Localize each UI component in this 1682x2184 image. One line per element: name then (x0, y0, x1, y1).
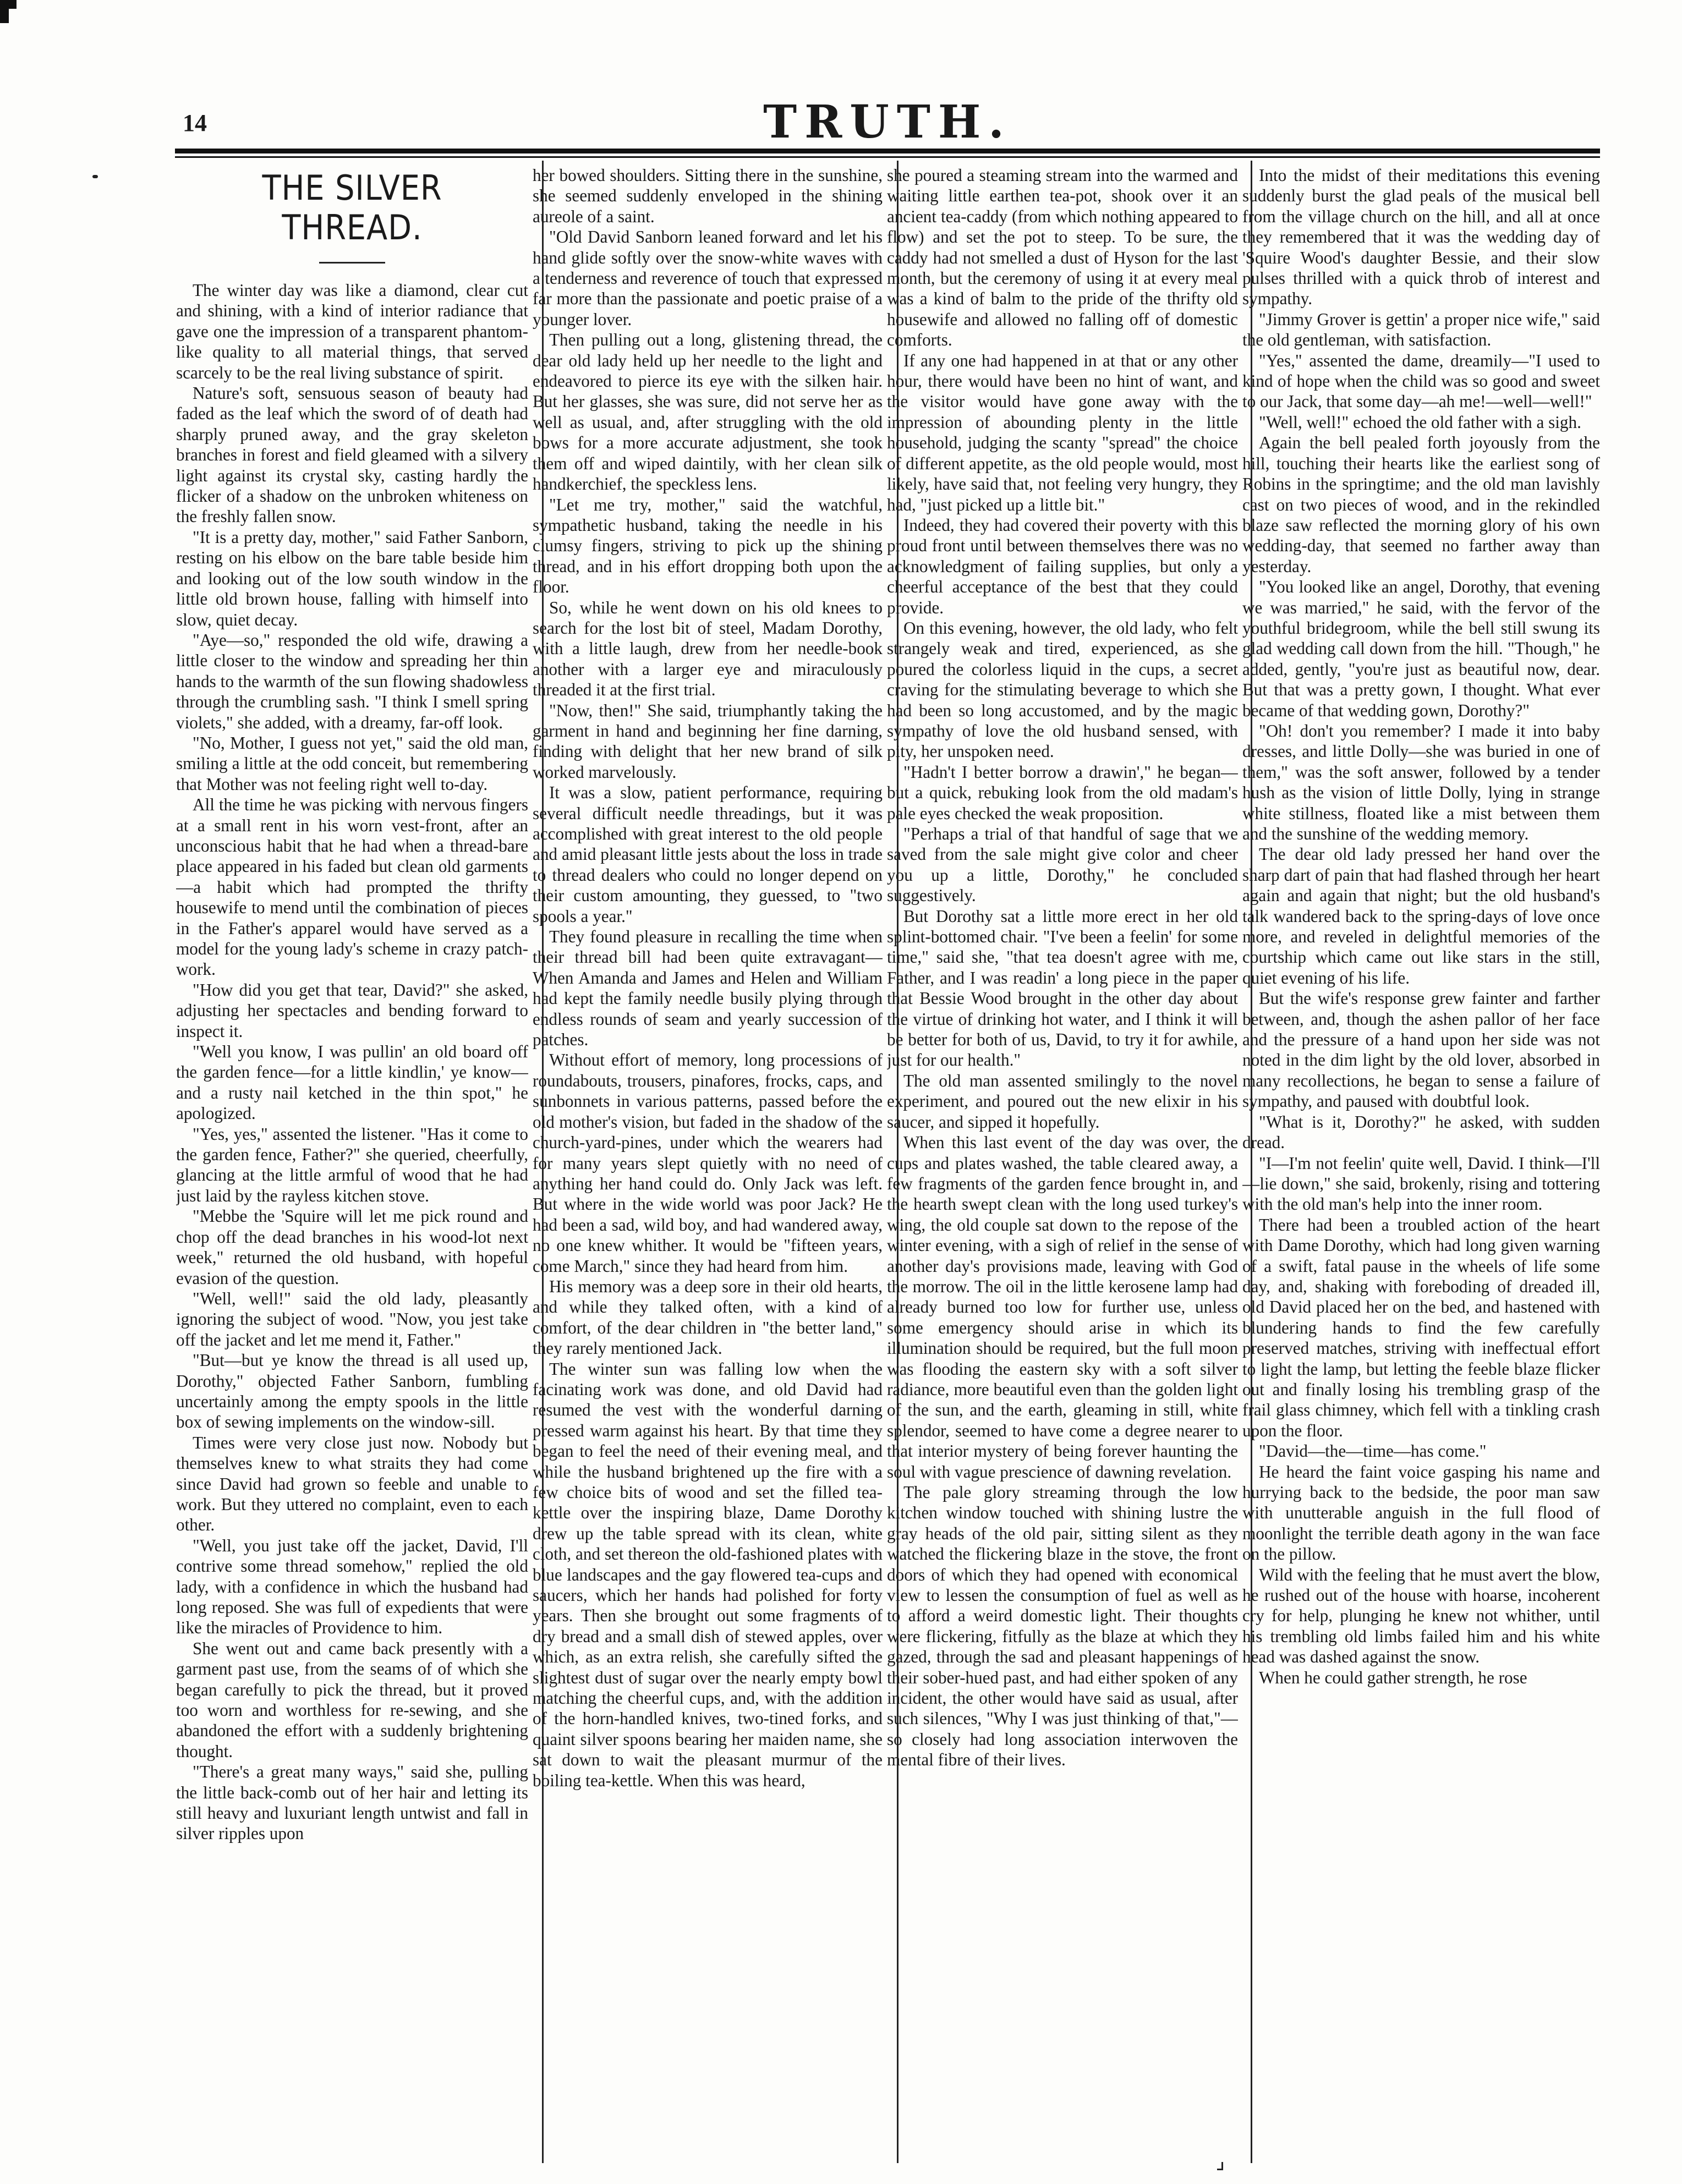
article-paragraph: "Old David Sanborn leaned forward and let his hand glide softly over the snow-white waves with a tenderness and reverence of touch that expressed far more than the passionate and poetic praise of a younger lover. (533, 227, 883, 329)
article-paragraph: His memory was a deep sore in their old hearts, and while they talked often, with a kind of comfort, of the dear children in "the better land," they rarely mentioned Jack. (533, 1276, 883, 1358)
article-paragraph: "You looked like an angel, Dorothy, that evening we was married," he said, with the fervor of the youthful bridegroom, while the bell still swung its glad wedding call down from the hill. "Though," he added, gently, "you're just as beautiful now, dear. But that was a pretty gown, I thought. What ever became of that wedding gown, Dorothy?" (1242, 577, 1600, 720)
article-paragraph: "It is a pretty day, mother," said Father Sanborn, resting on his elbow on the bare table beside him and looking out of the low south window in the little old brown house, falling with himself into slow, quiet decay. (176, 527, 528, 629)
article-paragraph: "Mebbe the 'Squire will let me pick round and chop off the dead branches in his wood-lot next week," returned the old husband, with hopeful evasion of the question. (176, 1206, 528, 1288)
article-paragraph: "But—but ye know the thread is all used up, Dorothy," objected Father Sanborn, fumbling uncertainly among the empty spools in the little box of sewing implements on the window-sill. (176, 1351, 528, 1432)
header-rule-thin (175, 156, 1600, 158)
masthead-title: TRUTH. (763, 96, 1012, 149)
page-number: 14 (183, 109, 207, 136)
article-paragraph: her bowed shoulders. Sitting there in the sunshine, she seemed suddenly enveloped in the shining aureole of a saint. (533, 166, 883, 226)
article-paragraph: "David—the—time—has come." (1259, 1441, 1487, 1461)
margin-ink-mark (92, 175, 98, 178)
article-column-3 (887, 165, 1238, 2156)
article-paragraph: The dear old lady pressed her hand over the sharp dart of pain that had flashed through her heart again and again that night; but the old husband's talk wandered back to the spring-days of love once more, and reveled in delightful memories of the courtship which came out like stars in the still, quiet evening of his life. (1242, 844, 1600, 987)
article-paragraph: "Aye—so," responded the old wife, drawing a little closer to the window and spreading her thin hands to the warmth of the sun flowing shadowless through the crumbling sash. "I think I smell spring violets," she added, with a dreamy, far-off look. (176, 630, 528, 732)
page-header (175, 96, 1600, 149)
article-paragraph: The winter sun was falling low when the facinating work was done, and old David had resumed the vest with the wonderful darning pressed warm against his heart. By that time they began to feel the need of their evening meal, and while the husband brightened up the fire with a few choice bits of wood and set the filled tea-kettle over the inspiring blaze, Dame Dorothy drew up the table spread with its clean, white cloth, and set thereon the old-fashioned plates with blue landscapes and the gay flowered tea-cups and saucers, which her hands had polished for forty years. Then she brought out some fragments of dry bread and a small dish of stewed apples, over which, as an extra relish, she carefully sifted the slightest dust of sugar over the nearly empty bowl matching the cheerful cups, and, with the addition of the horn-handled knives, two-tined forks, and quaint silver spoons bearing her maiden name, she sat down to wait the pleasant murmur of the boiling tea-kettle. When this was heard, (533, 1359, 883, 1790)
article-paragraph: But the wife's response grew fainter and farther between, and, though the ashen pallor of her face and the pressure of a hand upon her side was not noted in the dim light by the old lover, absorbed in many recollections, he began to sense a failure of sympathy, and paused with doubtful look. (1242, 989, 1600, 1111)
article-paragraph: "No, Mother, I guess not yet," said the old man, smiling a little at the odd conceit, but remembering that Mother was not feeling right well to-day. (176, 733, 528, 794)
article-paragraph: she poured a steaming stream into the warmed and waiting little earthen tea-pot, shook over it an ancient tea-caddy (from which nothing appeared to flow) and set the pot to steep. To be sure, the caddy had not smelled a dust of Hyson for the last month, but the ceremony of using it at every meal was a kind of balm to the pride of the thrifty old housewife and allowed no falling off of domestic comforts. (887, 166, 1238, 350)
article-paragraph: When he could gather strength, he rose (1259, 1667, 1527, 1687)
article-paragraph: He heard the faint voice gasping his name and hurrying back to the bedside, the poor man saw with unutterable anguish in the full flood of moonlight the terrible death agony in the wan face on the pillow. (1242, 1462, 1600, 1564)
story-title: THE SILVER THREAD. (262, 168, 442, 248)
article-paragraph: Indeed, they had covered their poverty with this proud front until between themselves there was no acknowledgment of failing supplies, but only a cheerful acceptance of the best that they could provide. (887, 515, 1238, 617)
article-paragraph: "Yes, yes," assented the listener. "Has it come to the garden fence, Father?" she queried, cheerfully, glancing at the little armful of wood that he had just laid by the rayless kitchen stove. (176, 1124, 528, 1205)
article-paragraph: They found pleasure in recalling the time when their thread bill had been quite extravagant—When Amanda and James and Helen and William had kept the family needle busily plying through endless rounds of seam and yearly succession of patches. (533, 927, 883, 1050)
article-paragraph: Again the bell pealed forth joyously from the hill, touching their hearts like the earliest song of Robins in the springtime; and the old man lavishly cast on two pieces of wood, and in the rekindled blaze saw reflected the morning glory of his own wedding-day, that seemed no farther away than yesterday. (1242, 433, 1600, 576)
article-paragraph: Nature's soft, sensuous season of beauty had faded as the leaf which the sword of of death had sharply pruned away, and the gray skeleton branches in forest and field gleamed with a silvery light against its crystal sky, casting hardly the flicker of a shadow on the unbroken whiteness on the freshly fallen snow. (176, 383, 528, 526)
article-paragraph: "Hadn't I better borrow a drawin'," he began—but a quick, rebuking look from the old madam's pale eyes checked the weak proposition. (887, 762, 1238, 823)
page-corner-mark (1217, 2162, 1223, 2170)
article-paragraph: She went out and came back presently with a garment past use, from the seams of of which she began carefully to pick the thread, but it proved too worn and worthless for re-sewing, and she abandoned the effort with a suddenly brightening thought. (176, 1638, 528, 1761)
article-paragraph: So, while he went down on his old knees to search for the lost bit of steel, Madam Dorothy, with a little laugh, drew from her needle-book another with a larger eye and miraculously threaded it at the first trial. (533, 597, 883, 700)
article-paragraph: Times were very close just now. Nobody but themselves knew to what straits they had come since David had grown so feeble and unable to work. But they uttered no complaint, even to each other. (176, 1433, 528, 1535)
header-rule-thick (175, 149, 1600, 153)
article-paragraph: "Well, you just take off the jacket, David, I'll contrive some thread somehow," replied the old lady, with a confidence in which the husband had long reposed. She was full of expedients that were like the miracles of Providence to him. (176, 1535, 528, 1638)
article-column-2 (533, 165, 883, 2156)
article-paragraph: "Now, then!" She said, triumphantly taking the garment in hand and beginning her fine darning, finding with delight that her new brand of silk worked marvelously. (533, 700, 883, 782)
article-paragraph: "Well you know, I was pullin' an old board off the garden fence—for a little kindlin,' ye know—and a rusty nail ketched in the thin spot," he apologized. (176, 1042, 528, 1123)
article-paragraph: "Well, well!" echoed the old father with a sigh. (1259, 412, 1581, 432)
article-paragraph: When this last event of the day was over, the cups and plates washed, the table cleared away, a few fragments of the garden fence brought in, and the hearth swept clean with the long used turkey's wing, the old couple sat down to the repose of the winter evening, with a sigh of relief in the sense of another day's provisions made, leaving with God the morrow. The oil in the little kerosene lamp had already burned too low for further use, unless some emergency should arise in which its illumination should be required, but the full moon was flooding the eastern sky with a soft silver radiance, more beautiful even than the golden light of the sun, and the earth, gleaming in still, white splendor, seemed to have come a degree nearer to that interior mystery of being forever haunting the soul with vague prescience of dawning revelation. (887, 1133, 1238, 1481)
article-paragraph: But Dorothy sat a little more erect in her old splint-bottomed chair. "I've been a feelin' for some time," said she, "that tea doesn't agree with me, Father, and I was readin' a long piece in the paper that Bessie Wood brought in the other day about the virtue of drinking hot water, and I think it will be better for both of us, David, to try it for awhile, just for our health." (887, 906, 1238, 1070)
article-paragraph: There had been a troubled action of the heart with Dame Dorothy, which had long given warning of a swift, fatal pause in the wheels of life some day, and, shaking with foreboding of dreaded ill, old David placed her on the bed, and hastened with blundering hands to find the few carefully preserved matches, striving with ineffectual effort to light the lamp, but letting the feeble blaze flicker out and finally losing his trembling grasp of the frail glass chimney, which fell with a tinkling crash upon the floor. (1242, 1215, 1600, 1440)
article-paragraph: "Oh! don't you remember? I made it into baby dresses, and little Dolly—she was buried in one of them," was the soft answer, followed by a tender hush as the vision of little Dolly, lying in strange white stillness, floated like a mist between them and the sunshine of the wedding memory. (1242, 721, 1600, 843)
article-paragraph: It was a slow, patient performance, requiring several difficult needle threadings, but it was accomplished with great interest to the old people and amid pleasant little jests about the loss in trade to thread dealers who could no longer depend on their custom amounting, they guessed, to "two spools a year." (533, 783, 883, 926)
article-paragraph: Without effort of memory, long processions of roundabouts, trousers, pinafores, frocks, caps, and sunbonnets in various patterns, passed before the old mother's vision, but faded in the shadow of the church-yard-pines, under which the wearers had for many years slept quietly with no need of anything her hand could do. Only Jack was left. But where in the wide world was poor Jack? He had been a sad, wild boy, and had wandered away, no one knew whither. It would be "fifteen years, come March," since they had heard from him. (533, 1050, 883, 1276)
article-paragraph: "Perhaps a trial of that handful of sage that we saved from the sale might give color and cheer you up a little, Dorothy," he concluded suggestively. (887, 824, 1238, 906)
article-column-1 (176, 165, 528, 2156)
article-paragraph: Then pulling out a long, glistening thread, the dear old lady held up her needle to the light and endeavored to pierce its eye with the silken hair. But her glasses, she was sure, did not serve her as well as usual, and, after struggling with the old bows for a more accurate adjustment, she took them off and wiped daintily, with her clean silk handkerchief, the speckless lens. (533, 330, 883, 494)
article-paragraph: The old man assented smilingly to the novel experiment, and poured out the new elixir in his saucer, and sipped it hopefully. (887, 1071, 1238, 1132)
article-paragraph: "Yes," assented the dame, dreamily—"I used to kind of hope when the child was so good and sweet to our Jack, that some day—ah me!—well—well!" (1242, 350, 1600, 411)
article-paragraph: The winter day was like a diamond, clear cut and shining, with a kind of interior radiance that gave one the impression of a transparent phantom-like quality to all material things, that served scarcely to be the real living substance of spirit. (176, 281, 528, 382)
article-paragraph: "What is it, Dorothy?" he asked, with sudden dread. (1242, 1112, 1600, 1153)
article-paragraph: "Jimmy Grover is gettin' a proper nice wife," said the old gentleman, with satisfaction. (1242, 309, 1600, 350)
article-paragraph: "Let me try, mother," said the watchful, sympathetic husband, taking the needle in his clumsy fingers, striving to pick up the shining thread, and in his effort dropping both upon the floor. (533, 495, 883, 597)
article-paragraph: If any one had happened in at that or any other hour, there would have been no hint of want, and the visitor would have gone away with the impression of abounding plenty in the little household, judging the scanty "spread" the choice of different appetite, as the old people would, most likely, have said that, not feeling very hungry, they had, "just picked up a little bit." (887, 350, 1238, 514)
scan-corner-mark (0, 0, 9, 23)
article-paragraph: Into the midst of their meditations this evening suddenly burst the glad peals of the musical bell from the village church on the hill, and all at once they remembered that it was the wedding day of 'Squire Wood's daughter Bessie, and their slow pulses thrilled with a quick throb of interest and sympathy. (1242, 166, 1600, 309)
article-paragraph: Wild with the feeling that he must avert the blow, he rushed out of the house with hoarse, incoherent cry for help, plunging he knew not whither, until his trembling old limbs failed him and his white head was dashed against the snow. (1242, 1565, 1600, 1667)
article-paragraph: "There's a great many ways," said she, pulling the little back-comb out of her hair and letting its still heavy and luxuriant length untwist and fall in silver ripples upon (176, 1762, 528, 1843)
article-paragraph: "Well, well!" said the old lady, pleasantly ignoring the subject of wood. "Now, you jest take off the jacket and let me mend it, Father." (176, 1288, 528, 1349)
article-paragraph: All the time he was picking with nervous fingers at a small rent in his worn vest-front, after an unconscious habit that he had when a thread-bare place appeared in his faded but clean old garments—a habit which had prompted the thrifty housewife to mend until the combination of pieces in the Father's apparel would have served as a model for the young lady's scheme in crazy patch-work. (176, 795, 528, 979)
title-rule (319, 262, 385, 264)
article-paragraph: On this evening, however, the old lady, who felt strangely weak and tired, experienced, as she poured the colorless liquid in the cups, a secret craving for the stimulating beverage to which she had been so long accustomed, and by the magic sympathy of love the old husband sensed, with pity, her unspoken need. (887, 618, 1238, 761)
article-column-4 (1242, 165, 1600, 2156)
article-paragraph: The pale glory streaming through the low kitchen window touched with shining lustre the gray heads of the old pair, sitting silent as they watched the flickering blaze in the stove, the front doors of which they had opened with economical view to lessen the consumption of fuel as well as to afford a weird domestic light. Their thoughts were flickering, fitfully as the blaze at which they gazed, through the sad and pleasant happenings of their sober-hued past, and had either spoken of any incident, the other would have said as usual, after such silences, "Why I was just thinking of that,"—so closely had long association interwoven the mental fibre of their lives. (887, 1483, 1238, 1770)
article-paragraph: "I—I'm not feelin' quite well, David. I think—I'll—lie down," she said, brokenly, rising and tottering with the old man's help into the inner room. (1242, 1153, 1600, 1214)
article-paragraph: "How did you get that tear, David?" she asked, adjusting her spectacles and bending forward to inspect it. (176, 980, 528, 1041)
